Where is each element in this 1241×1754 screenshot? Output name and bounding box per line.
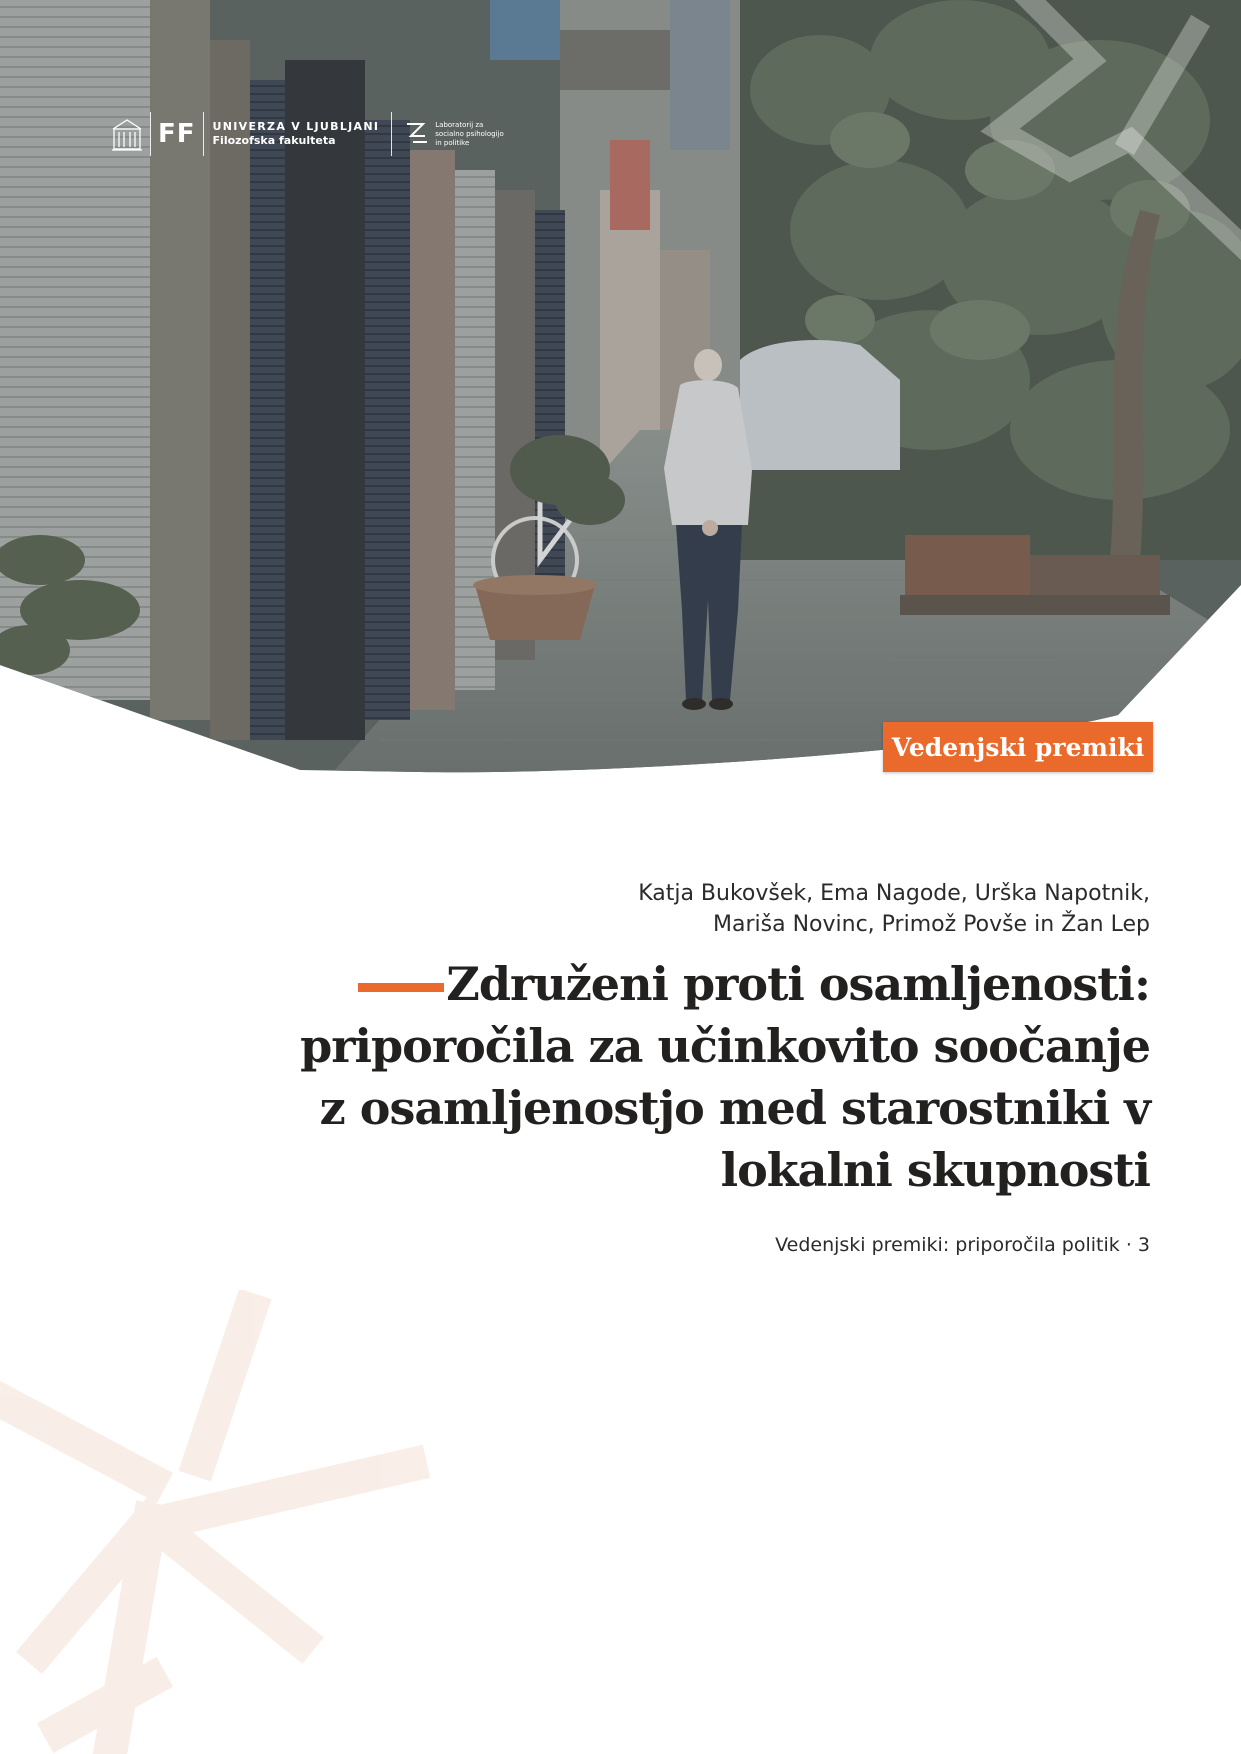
title-line-2: priporočila za učinkovito soočanje: [300, 1019, 1150, 1073]
title-line-4: lokalni skupnosti: [720, 1143, 1150, 1197]
lab-logo: [403, 120, 505, 148]
series-label: Vedenjski premiki: priporočila politik · 3: [775, 1234, 1150, 1256]
decorative-star-graphic: [0, 1290, 440, 1754]
series-tag: Vedenjski premiki: [883, 722, 1153, 772]
ff-monogram: FF: [158, 119, 196, 149]
lab-name: [435, 121, 505, 148]
logo-separator: [150, 112, 151, 156]
faculty-line: Filozofska fakulteta: [212, 134, 336, 147]
institution-logos: [111, 112, 505, 156]
authors: [450, 878, 1150, 940]
document-title: [250, 953, 1150, 1201]
title-line-3: z osamljenostjo med starostniki v: [319, 1081, 1150, 1135]
university-building-icon: [111, 117, 143, 151]
authors-line-2: Mariša Novinc, Primož Povše in Žan Lep: [713, 912, 1150, 937]
lab-name-line-3: in politike: [435, 138, 470, 147]
lab-name-line-1: Laboratorij za: [435, 120, 484, 129]
lab-monogram-icon: [403, 120, 429, 148]
authors-line-1: Katja Bukovšek, Ema Nagode, Urška Napotnik,: [638, 881, 1150, 906]
lab-name-line-2: socialno psihologijo: [435, 129, 504, 138]
logo-separator: [203, 112, 204, 156]
university-name: [213, 120, 380, 148]
logo-separator: [391, 112, 392, 156]
university-line-1: UNIVERZA V LJUBLJANI: [212, 120, 380, 133]
title-line-1: Združeni proti osamljenosti:: [446, 957, 1150, 1011]
